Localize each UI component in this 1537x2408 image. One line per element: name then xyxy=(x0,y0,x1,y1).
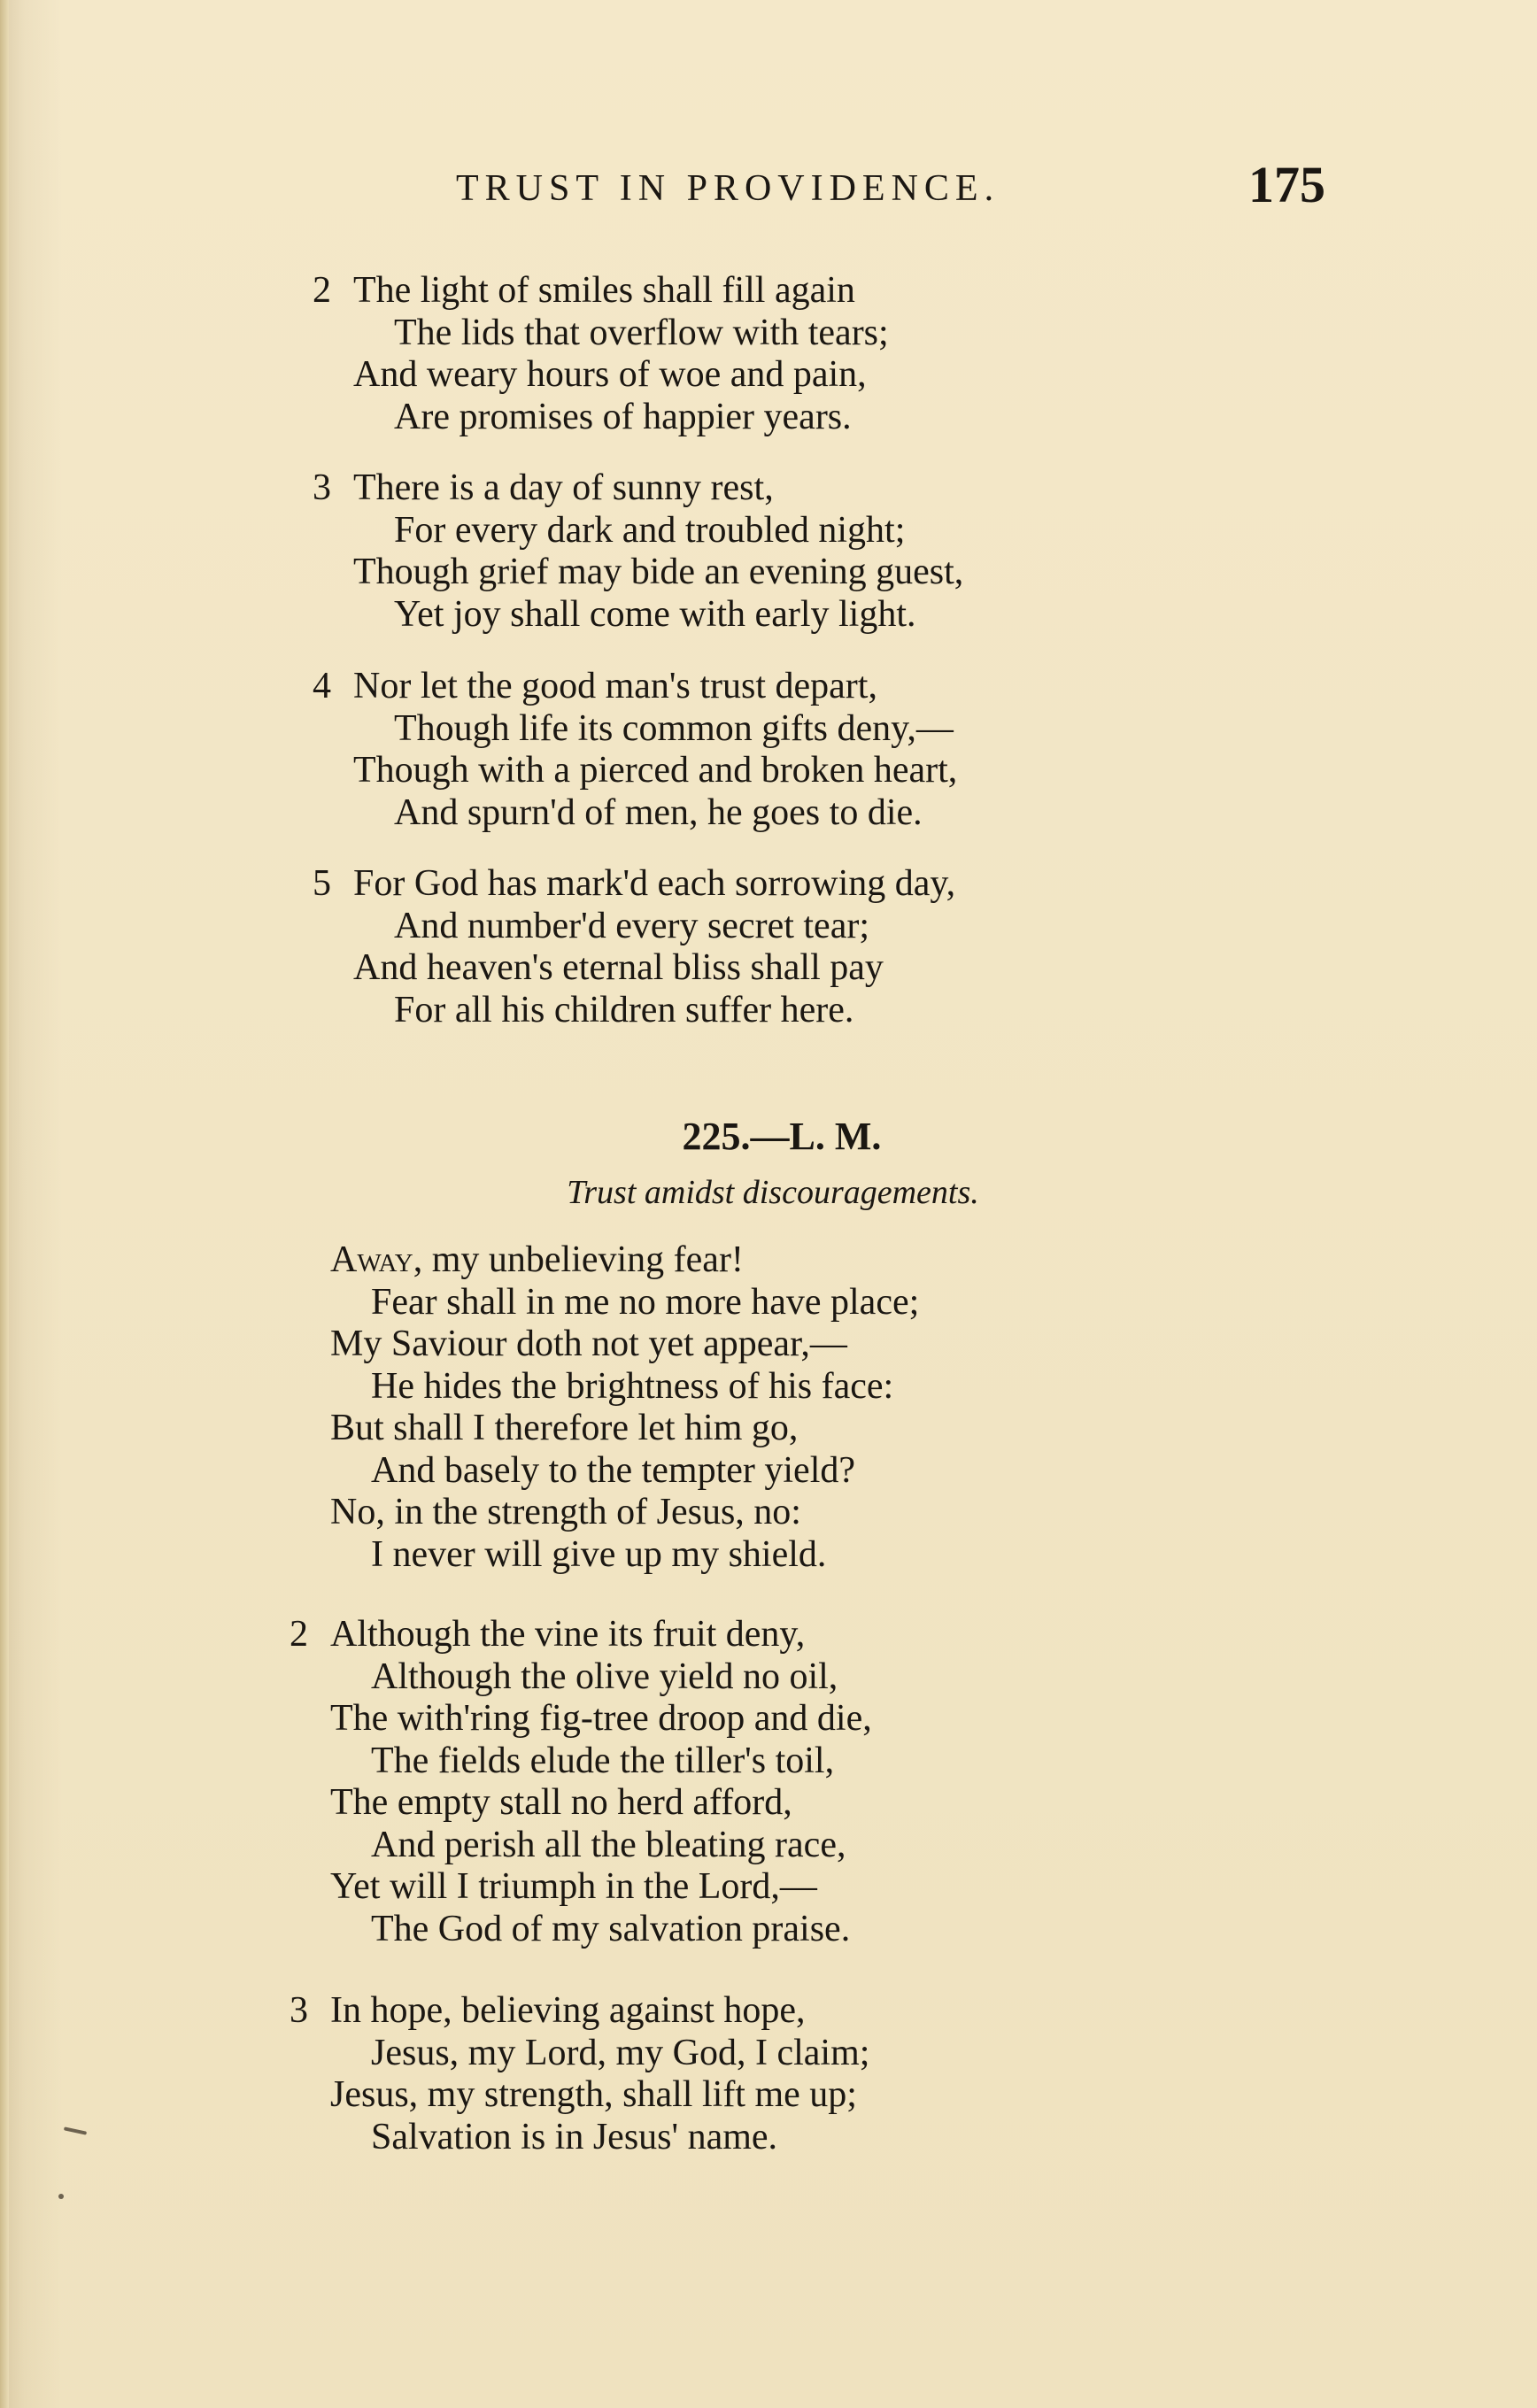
stanza-3-hymn-225 xyxy=(290,1990,870,2158)
stanza-line: 2 The light of smiles shall fill again xyxy=(313,270,855,311)
stray-print-mark xyxy=(64,2126,87,2134)
stanza-line: And weary hours of woe and pain, xyxy=(353,354,867,395)
stanza-line: And spurn'd of men, he goes to die. xyxy=(394,791,923,833)
stanza-line: He hides the brightness of his face: xyxy=(371,1365,894,1407)
stanza-line: 2 Although the vine its fruit deny, xyxy=(290,1614,806,1655)
stanza-line: Are promises of happier years. xyxy=(394,396,852,437)
stanza-2-hymn-225 xyxy=(290,1614,872,1950)
stanza-5-first-hymn xyxy=(313,863,956,1031)
stanza-line: The with'ring fig-tree droop and die, xyxy=(330,1698,872,1739)
page-number: 175 xyxy=(1248,156,1325,213)
stanza-line: Yet joy shall come with early light. xyxy=(394,593,916,635)
stanza-line: Jesus, my strength, shall lift me up; xyxy=(330,2074,857,2115)
stanza-number: 4 xyxy=(313,666,331,706)
running-title: TRUST IN PROVIDENCE. xyxy=(456,168,1000,209)
stanza-line: Jesus, my Lord, my God, I claim; xyxy=(371,2032,870,2073)
stanza-line: I never will give up my shield. xyxy=(371,1533,827,1575)
initial-small-caps-word: Away xyxy=(330,1239,413,1280)
stanza-line: My Saviour doth not yet appear,— xyxy=(330,1324,847,1364)
stanza-3-first-hymn xyxy=(313,467,964,636)
stanza-line: The empty stall no herd afford, xyxy=(330,1782,792,1823)
stanza-line: No, in the strength of Jesus, no: xyxy=(330,1492,801,1532)
stanza-line: Though grief may bide an evening guest, xyxy=(353,552,964,592)
stanza-line: Fear shall in me no more have place; xyxy=(371,1281,920,1323)
stanza-number: 3 xyxy=(313,467,331,508)
stanza-line: Yet will I triumph in the Lord,— xyxy=(330,1866,817,1907)
stanza-number: 2 xyxy=(313,270,331,311)
stanza-line: Though with a pierced and broken heart, xyxy=(353,750,958,791)
stanza-2-first-hymn xyxy=(313,270,889,438)
stanza-number: 2 xyxy=(290,1614,308,1655)
stanza-line: The fields elude the tiller's toil, xyxy=(371,1740,835,1781)
stanza-line: Away, my unbelieving fear! xyxy=(330,1239,744,1280)
stanza-line: And heaven's eternal bliss shall pay xyxy=(353,947,884,988)
stanza-line: Although the olive yield no oil, xyxy=(371,1656,838,1697)
hymn-number-heading: 225.—L. M. xyxy=(682,1115,882,1158)
stanza-line: And number'd every secret tear; xyxy=(394,905,869,946)
stanza-line: The lids that overflow with tears; xyxy=(394,312,889,353)
stanza-line: For all his children suffer here. xyxy=(394,989,854,1030)
stanza-line: And basely to the tempter yield? xyxy=(371,1449,856,1491)
stanza-number: 5 xyxy=(313,863,331,904)
stanza-line: 5 For God has mark'd each sorrowing day, xyxy=(313,863,956,904)
stanza-line: For every dark and troubled night; xyxy=(394,509,906,551)
stray-print-mark xyxy=(58,2194,64,2199)
running-head xyxy=(0,155,1537,226)
stanza-line: 4 Nor let the good man's trust depart, xyxy=(313,666,877,706)
stanza-line: And perish all the bleating race, xyxy=(371,1824,846,1865)
stanza-line: Though life its common gifts deny,— xyxy=(394,707,954,749)
stanza-line: The God of my salvation praise. xyxy=(371,1908,851,1949)
hymn-subtitle: Trust amidst discouragements. xyxy=(567,1174,979,1211)
stanza-line: But shall I therefore let him go, xyxy=(330,1408,799,1448)
stanza-line: 3 In hope, believing against hope, xyxy=(290,1990,806,2031)
stanza-number: 3 xyxy=(290,1990,308,2031)
stanza-1-hymn-225 xyxy=(330,1239,919,1576)
stanza-4-first-hymn xyxy=(313,666,958,834)
stanza-line: Salvation is in Jesus' name. xyxy=(371,2116,778,2157)
stanza-line: 3 There is a day of sunny rest, xyxy=(313,467,774,508)
